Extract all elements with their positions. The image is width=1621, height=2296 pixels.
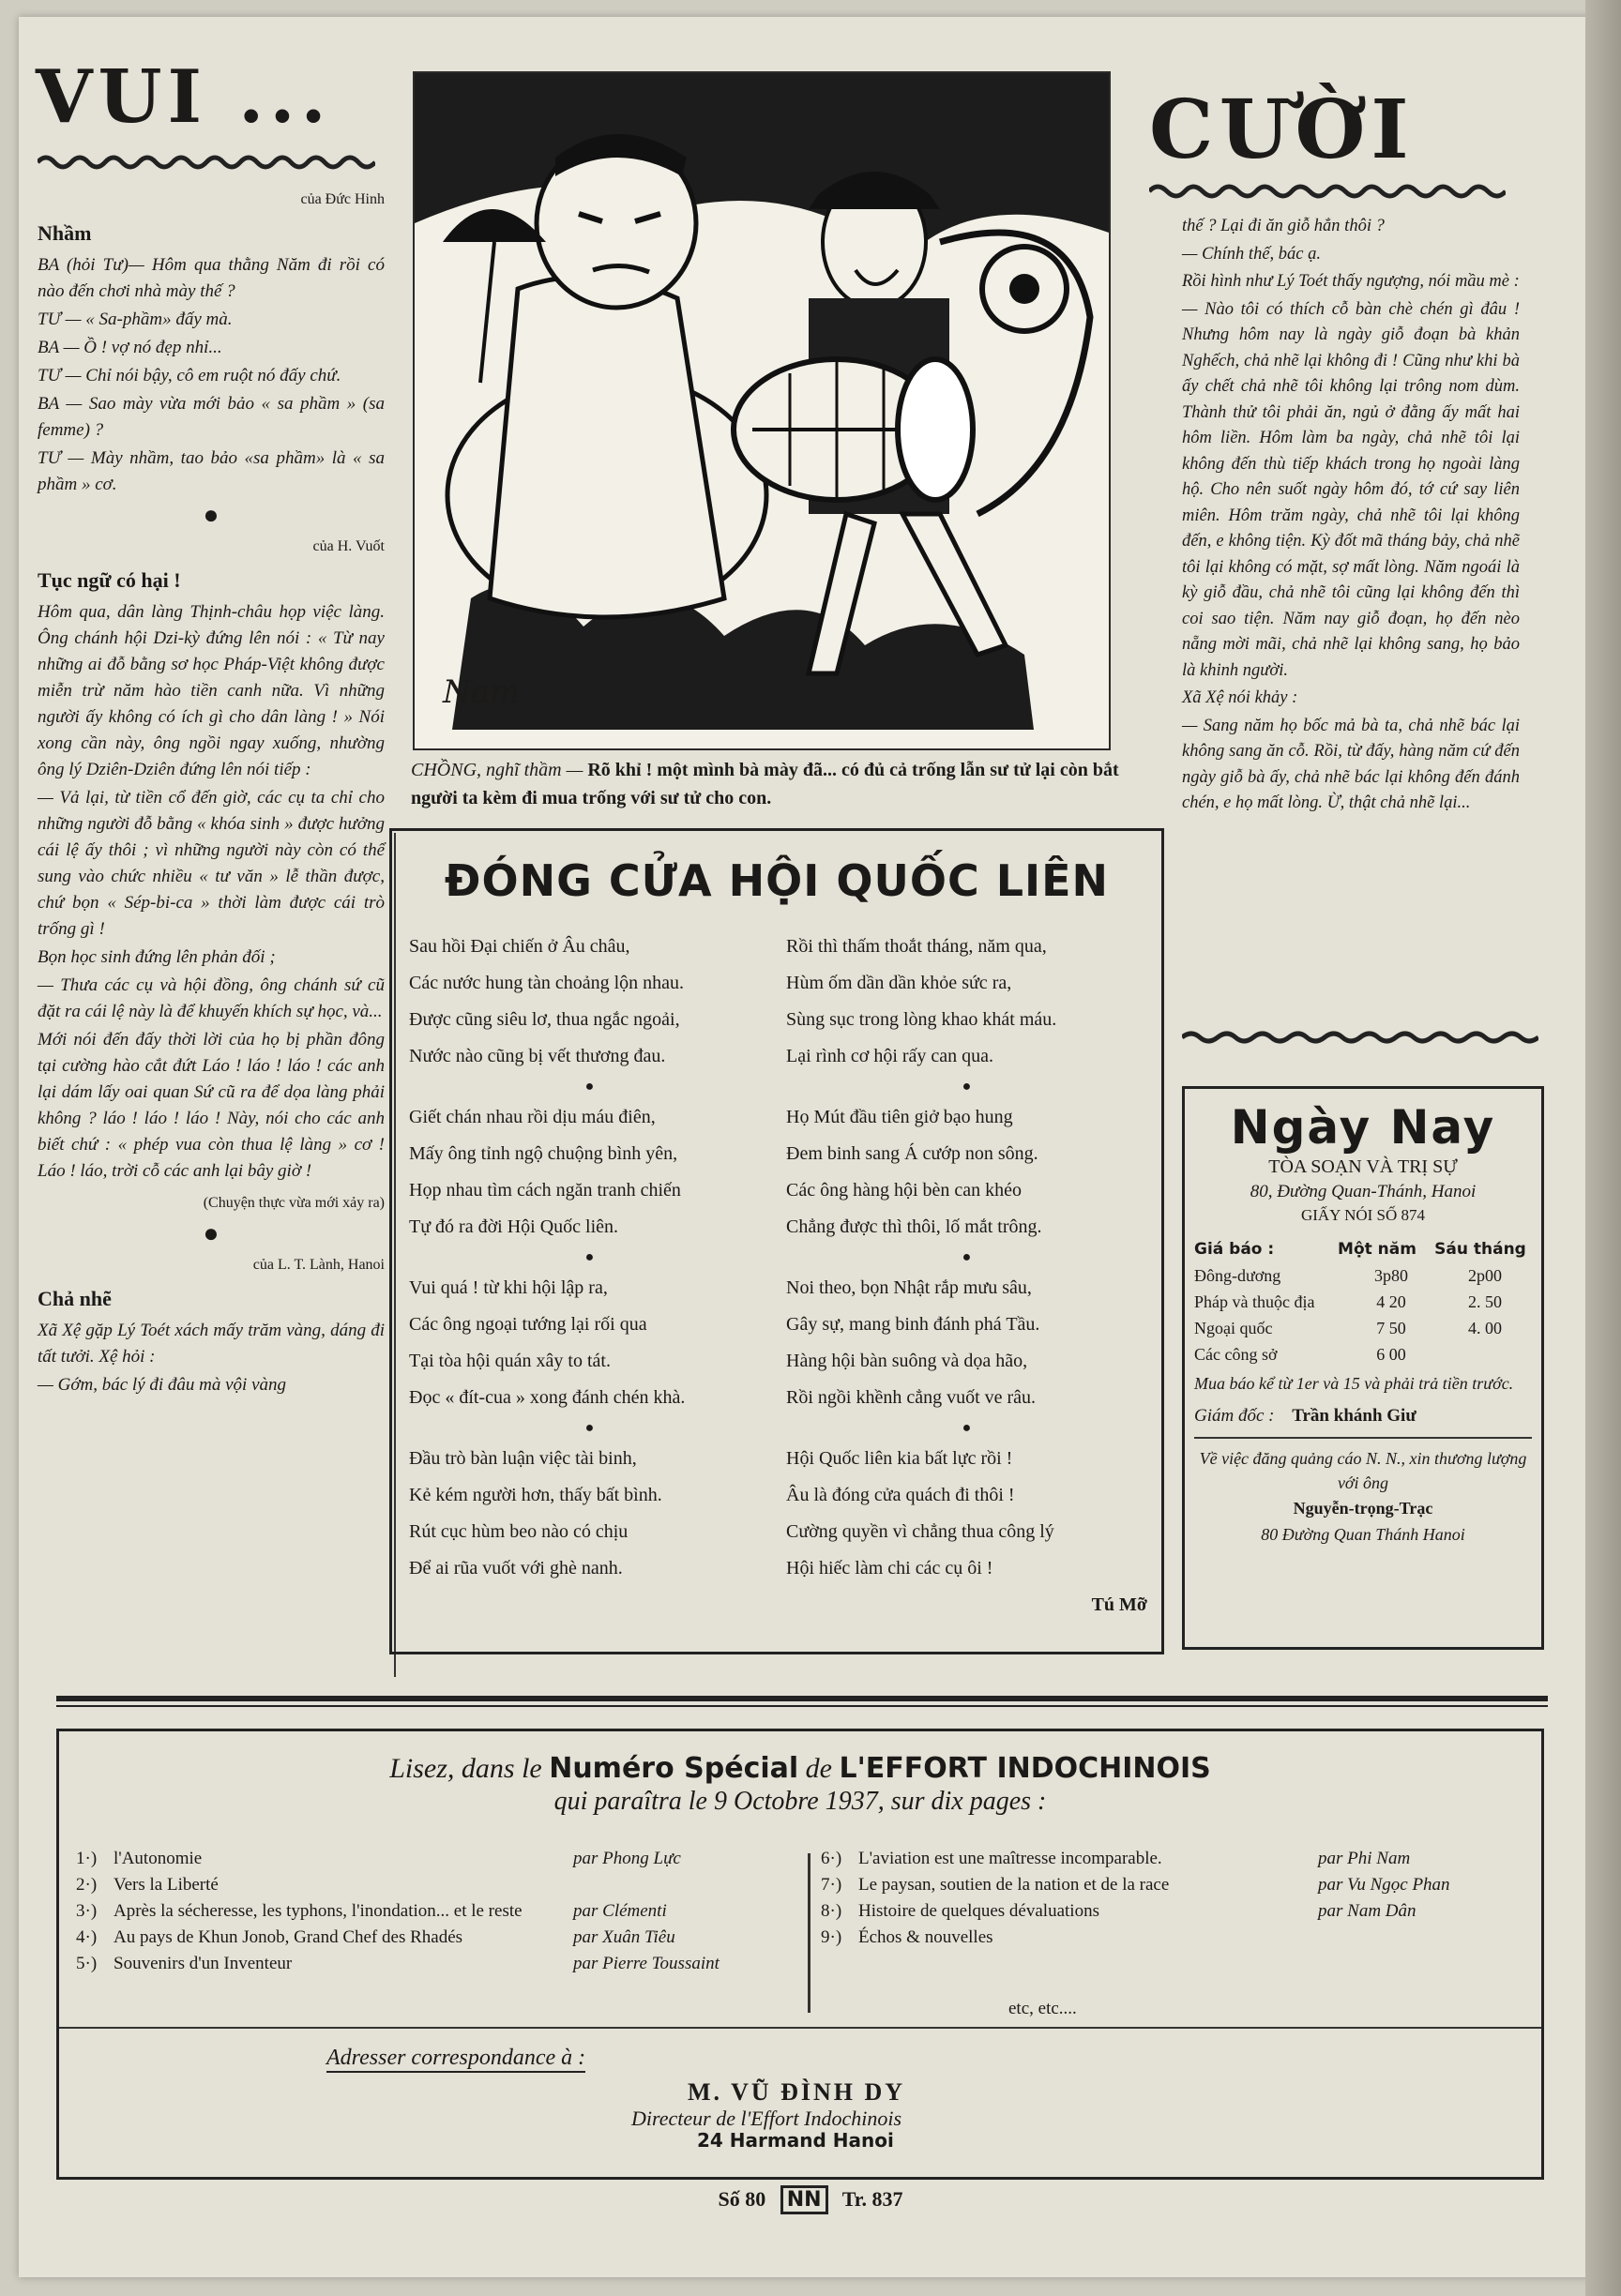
ngay-nay-license: GIẤY NÓI SỐ 874 [1300,1206,1426,1224]
advert-right-list [821,1849,1534,1954]
vui-underline [38,153,375,172]
page-edge [1585,0,1621,2296]
paragraph: Rồi hình như Lý Toét thấy ngượng, nói mầu mè : [1182,272,1520,291]
advert-item [76,1875,798,1896]
poem-line: Được cũng siêu lơ, thua ngắc ngoải, [409,1009,680,1030]
poem-line: Lại rình cơ hội rấy can qua. [786,1046,994,1066]
paragraph: thế ? Lại đi ăn giỗ hẳn thôi ? [1182,217,1385,235]
advert-de: de [805,1753,832,1784]
poem-line: Đầu trò bàn luận việc tài binh, [409,1448,637,1469]
poem-line: Rồi thì thấm thoắt tháng, năm qua, [786,936,1047,957]
advert-item-title: Après la sécheresse, les typhons, l'inondation... et le reste [114,1901,523,1921]
cartoon-illustration [413,71,1111,750]
advert-item-author: par Vu Ngọc Phan [1318,1875,1450,1895]
price-row [1194,1341,1532,1367]
director-name: Trần khánh Giư [1292,1406,1416,1426]
poem-line: Âu là đóng cửa quách đi thôi ! [786,1485,1015,1505]
price-cell-place: Các công sở [1194,1345,1278,1364]
separator-dot: ● [962,1079,972,1095]
poem-line: Tự đó ra đời Hội Quốc liên. [409,1216,619,1237]
ngay-nay-title: Ngày Nay [1230,1100,1496,1155]
poem-box [389,828,1164,1654]
stanza [786,929,1147,1075]
issue-number: Số 80 [718,2187,766,2211]
section-heading: Nhầm [38,221,92,245]
paragraph: TƯ — Chỉ nói bậy, cô em ruột nó đấy chứ. [38,366,341,385]
poem-line: Gây sự, mang binh đánh phá Tầu. [786,1314,1040,1335]
advert-item-title: L'aviation est une maîtresse incomparable. [858,1849,1162,1868]
byline: của H. Vuốt [312,538,385,554]
poem-line: Sùng sục trong lòng khao khát máu. [786,1009,1057,1030]
separator-dot: ● [584,1249,595,1265]
price-cell-place: Ngoại quốc [1194,1319,1273,1337]
price-header [1194,1236,1532,1262]
director-line [1194,1403,1532,1429]
advert-item-author: par Pierre Toussaint [573,1954,720,1973]
nn-divider [1194,1437,1532,1439]
stanza [786,1441,1147,1587]
advert-item-number: 3·) [76,1901,98,1921]
price-cell-year: 4 20 [1376,1292,1406,1311]
advert-item-title: l'Autonomie [114,1849,203,1868]
poem-line: Đọc « đít-cua » xong đánh chén khà. [409,1387,686,1408]
advert-etc: etc, etc.... [1008,1999,1077,2018]
advert-headline [59,1752,1541,1785]
director-label: Giám đốc : [1194,1406,1275,1426]
advert-item-title: Souvenirs d'un Inventeur [114,1954,293,1973]
poem-line: Các ông ngoại tướng lại rối qua [409,1314,647,1335]
section-heading: Tục ngữ có hại ! [38,568,181,592]
advert-item-number: 7·) [821,1875,842,1895]
price-cell-place: Pháp và thuộc địa [1194,1292,1315,1311]
caption-text: Rõ khỉ ! một mình bà mày đã... có đủ cả trống lẫn sư tử lại còn bắt người ta kèm đi mua trống với sư tử cho con. [411,760,1119,808]
ngay-nay-subtitle: TÒA SOẠN VÀ TRỊ SỰ [1268,1156,1458,1177]
col-six: Sáu tháng [1434,1240,1526,1259]
ads-note: Về việc đăng quảng cáo N. N., xin thương lượng với ông [1199,1449,1527,1492]
paragraph: — Thưa các cụ và hội đồng, ông chánh sứ cũ đặt ra cái lệ này là để khuyến khích sự học, và... [38,975,385,1021]
address-label: Adresser correspondance à : [326,2046,585,2073]
paragraph: Xã Xệ gặp Lý Toét xách mấy trăm vàng, dáng đi tất tưởi. Xệ hỏi : [38,1321,385,1367]
poem-line: Vui quá ! từ khi hội lập ra, [409,1277,608,1298]
advert-item-number: 9·) [821,1927,842,1947]
separator-dot: ● [962,1420,972,1436]
price-label: Giá báo : [1194,1240,1275,1259]
cartoon-drawing [415,73,1109,748]
advert-item-number: 8·) [821,1901,842,1921]
effort-indochinois-advert [56,1729,1544,2180]
poem-line: Giết chán nhau rồi dịu máu điên, [409,1107,656,1127]
address-name: M. VŨ ĐÌNH DY [688,2078,906,2106]
poem-line: Hùm ốm dần dần khỏe sức ra, [786,973,1012,993]
price-row [1194,1262,1532,1289]
price-note: Mua báo kể từ 1er và 15 và phải trả tiền trước. [1194,1374,1514,1393]
price-cell-year: 3p80 [1374,1266,1408,1285]
price-cell-place: Đông-dương [1194,1266,1281,1285]
ads-person: Nguyễn-trọng-Trạc [1293,1499,1433,1518]
price-cell-year: 7 50 [1376,1319,1406,1337]
poem-line: Hội hiếc làm chi các cụ ôi ! [786,1558,993,1578]
separator-dot: ● [584,1420,595,1436]
vui-title: VUI ... [36,54,332,140]
advert-item-author: par Phong Lực [573,1849,681,1868]
section-divider-thin [56,1705,1548,1707]
section-divider [56,1696,1548,1701]
advert-numero: Numéro Spécial [549,1752,799,1785]
advert-item [821,1901,1534,1922]
poem-column-1 [409,929,770,1587]
poem-line: Hàng hội bàn suông và dọa hão, [786,1351,1028,1371]
paragraph: Xã Xệ nói khảy : [1182,688,1298,707]
cartoon-caption [411,756,1161,812]
price-table [1185,1225,1541,1548]
right-divider [1182,1030,1538,1045]
advert-item [821,1849,1534,1869]
ngay-nay-address: 80, Đường Quan-Thánh, Hanoi [1250,1182,1477,1201]
ads-address: 80 Đường Quan Thánh Hanoi [1261,1525,1465,1544]
newspaper-page [19,17,1595,2277]
poem-line: Đem binh sang Á cướp non sông. [786,1143,1038,1164]
byline: của Đức Hinh [300,191,385,207]
advert-item-title: Au pays de Khun Jonob, Grand Chef des Rhadés [114,1927,463,1947]
paragraph: — Gớm, bác lý đi đâu mà vội vàng [38,1375,287,1395]
paragraph: Bọn học sinh đứng lên phản đối ; [38,947,276,967]
advert-left-list [76,1849,798,1980]
poem-line: Noi theo, bọn Nhật rắp mưu sâu, [786,1277,1032,1298]
price-cell-six: 4. 00 [1468,1319,1502,1337]
byline: của L. T. Lành, Hanoi [252,1257,385,1273]
advert-item [76,1901,798,1922]
poem-line: Sau hồi Đại chiến ở Âu châu, [409,936,630,957]
poem-title: ĐÓNG CỬA HỘI QUỐC LIÊN [444,855,1110,906]
advert-rule [59,2027,1541,2029]
stanza [409,929,770,1075]
address-title: Directeur de l'Effort Indochinois [631,2107,902,2130]
address-street: 24 Harmand Hanoi [697,2129,894,2152]
note: (Chuyện thực vừa mới xảy ra) [203,1195,385,1211]
artist-signature: Nam [443,673,521,711]
advert-subline: qui paraîtra le 9 Octobre 1937, sur dix pages : [553,1787,1047,1816]
poem-line: Rồi ngồi khềnh cẳng vuốt ve râu. [786,1387,1037,1408]
price-cell-six [1438,1341,1532,1367]
advert-item-number: 1·) [76,1849,98,1868]
price-cell-six: 2p00 [1468,1266,1502,1285]
poem-line: Kẻ kém người hơn, thấy bất bình. [409,1485,662,1505]
col-year: Một năm [1338,1240,1416,1259]
poem-line: Họp nhau tìm cách ngăn tranh chiến [409,1180,681,1201]
paragraph: — Chính thế, bác ạ. [1182,244,1321,264]
page-number: Tr. 837 [841,2187,903,2211]
paragraph: BA (hỏi Tư)— Hôm qua thằng Năm đi rồi có nào đến chơi nhà mày thế ? [38,255,385,301]
advert-item-author: par Xuân Tiêu [573,1927,675,1947]
logo-mark: NN [780,2185,828,2214]
advert-item-number: 4·) [76,1927,98,1947]
ngay-nay-box [1182,1086,1544,1650]
poem-line: Cường quyền vì chẳng thua công lý [786,1521,1054,1542]
advert-journal: L'EFFORT INDOCHINOIS [839,1752,1211,1785]
stanza [786,1270,1147,1416]
advert-lisez: Lisez, dans le [389,1753,542,1784]
paragraph: — Vả lại, từ tiền cổ đến giờ, các cụ ta chỉ cho những người đỗ bằng « khóa sinh » được hưởng cái lệ ấy thôi ; vì những người này còn có thể sung vào chức nhiều « tư văn » lễ thần được, chứ bọn « Sép-bi-ca » thời làm được cái trò trống gì ! [38,788,385,939]
cuoi-title: CƯỜI [1149,83,1415,177]
advert-item-author [1318,1927,1534,1948]
stanza [409,1270,770,1416]
separator-dot: ● [962,1249,972,1265]
price-rows [1194,1262,1532,1367]
advert-item-title: Histoire de quelques dévaluations [858,1901,1099,1921]
paragraph: BA — Sao mày vừa mới bảo « sa phầm » (sa femme) ? [38,394,385,440]
separator-dot: ● [584,1079,595,1095]
poem-line: Để ai rũa vuốt với ghè nanh. [409,1558,623,1578]
paragraph: Hôm qua, dân làng Thịnh-châu họp việc làng. Ông chánh hội Dzi-kỳ đứng lên nói : « Từ nay những ai đỗ bằng sơ học Pháp-Việt không được miễn trừ năm hào tiền canh nữa. Vì những người ấy không có ích gì cho dân làng ! » Nói xong cần này, ông ngồi ngay xuống, nhường ông lý Dziên-Dziên đứng lên nói tiếp : [38,602,385,779]
advert-item-title: Le paysan, soutien de la nation et de la race [858,1875,1170,1895]
advert-item-number: 2·) [76,1875,98,1895]
price-row [1194,1289,1532,1315]
paragraph: TƯ — Mày nhầm, tao bảo «sa phầm» là « sa phầm » cơ. [38,448,385,494]
price-cell-six: 2. 50 [1468,1292,1502,1311]
advert-item-title: Vers la Liberté [114,1875,219,1895]
stanza [409,1441,770,1587]
poem-line: Họ Mút đầu tiên giở bạo hung [786,1107,1013,1127]
paragraph: — Nào tôi có thích cỗ bàn chè chén gì đâu ! Nhưng hôm nay là ngày giỗ đoạn bà khản Nghếch, chả nhẽ lại không đi ! Cũng như khi bà ấy chết chả nhẽ tôi không lại trông nom dùm. Thành thử tôi phải ăn, ngủ ở đằng ấy mất hai hôm liền. Hôm làm ba ngày, chả nhẽ tôi lại không đến thù tiếp khách trong họ ngoài làng hộ. Cho nên suốt ngày hôm đó, tớ cứ say liên miên. Hôm trăm ngày, chả nhẽ tôi lại không đến, e không tiện. Kỳ đốt mã tháng bảy, chả nhẽ tôi lại không có mặt, sợ mất lòng. Năm ngoái là kỳ giỗ đầu, chả nhẽ tôi cũng lại không đến thì coi sao tiện. Năm nay giỗ đoạn, họ đến nèo nẵng mời mãi, chả nhẽ lại không sang, họ bảo là khinh người. [1182,299,1520,680]
paragraph: BA — Ồ ! vợ nó đẹp nhỉ... [38,338,222,357]
poem-line: Tại tòa hội quán xây to tát. [409,1351,611,1371]
advert-item-number: 6·) [821,1849,842,1868]
advert-item-author: par Nam Dân [1318,1901,1416,1921]
stanza [409,1099,770,1246]
caption-speaker: CHỒNG, nghĩ thầm — [411,760,583,780]
right-column [1182,214,1520,819]
poem-line: Các ông hàng hội bèn can khéo [786,1180,1023,1201]
cuoi-underline [1149,182,1506,201]
advert-item [76,1849,798,1869]
price-cell-year: 6 00 [1376,1345,1406,1364]
left-column [38,181,385,1400]
poem-author: Tú Mỡ [1091,1594,1147,1615]
advert-item [76,1954,798,1974]
separator-dot: ● [203,501,220,530]
advert-item-author [573,1875,789,1896]
stanza [786,1099,1147,1246]
poem-line: Mấy ông tỉnh ngộ chuộng bình yên, [409,1143,678,1164]
advert-item-title: Échos & nouvelles [858,1927,993,1947]
page-footer [0,2185,1621,2214]
separator-dot: ● [203,1219,220,1248]
advert-item-number: 5·) [76,1954,98,1973]
paragraph: Mới nói đến đấy thời lời của họ bị phần đông tại cường hào cắt đứt Láo ! láo ! láo ! các anh lại dám lấy oai quan Sứ cũ ra để dọa làng phải không ? láo ! láo ! láo ! Này, nói cho các anh biết chứ : « phép vua còn thua lệ làng » cơ ! Láo ! láo, trời cỗ các anh lại bây giờ ! [38,1030,385,1181]
advert-item [821,1927,1534,1948]
poem-line: Hội Quốc liên kia bất lực rồi ! [786,1448,1013,1469]
paragraph: — Sang năm họ bốc mả bà ta, chả nhẽ bác lại không sang ăn cỗ. Rồi, từ đấy, hàng năm cứ đến ngày giỗ bà ấy, chả nhẽ bác lại không đến đánh chén, e họ mất lòng. Ừ, thật chả nhẽ lại... [1182,716,1520,812]
price-row [1194,1315,1532,1341]
paragraph: TƯ — « Sa-phầm» đấy mà. [38,310,233,329]
advert-item [821,1875,1534,1896]
poem-column-2 [786,929,1147,1624]
advert-column-rule [808,1853,810,2013]
section-heading: Chả nhẽ [38,1287,112,1310]
advert-item [76,1927,798,1948]
poem-line: Chẳng được thì thôi, lố mắt trông. [786,1216,1042,1237]
poem-line: Các nước hung tàn choảng lộn nhau. [409,973,685,993]
poem-line: Rút cục hùm beo nào có chịu [409,1521,629,1542]
poem-line: Nước nào cũng bị vết thương đau. [409,1046,666,1066]
advert-item-author: par Phi Nam [1318,1849,1411,1868]
advert-item-author: par Clémenti [573,1901,667,1921]
